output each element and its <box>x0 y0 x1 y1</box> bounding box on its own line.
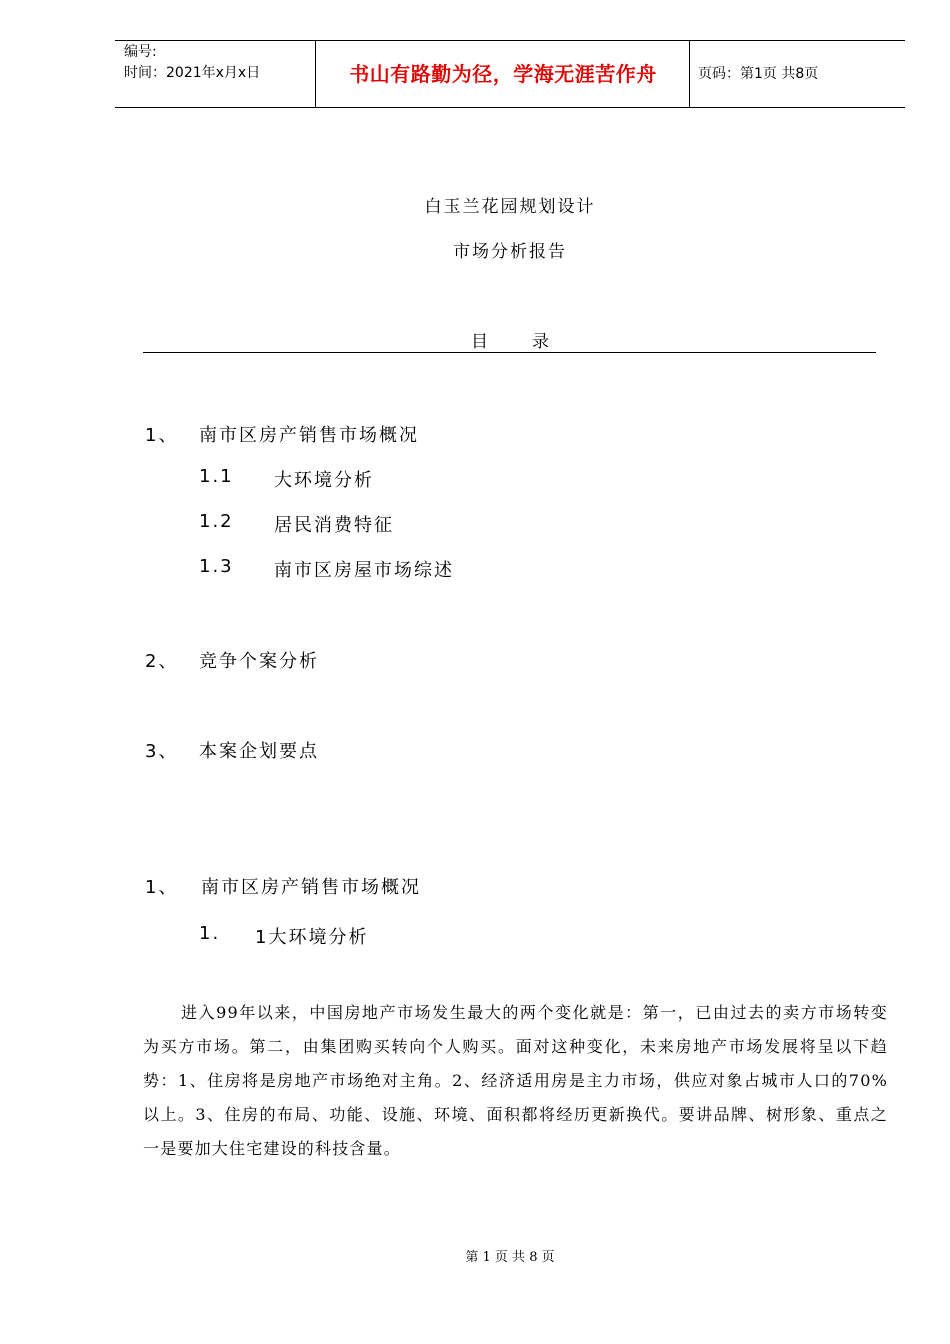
footer-page-number: 第 1 页 共 8 页 <box>465 1250 555 1265</box>
header-bottom-border <box>115 107 905 108</box>
toc-item-num: 1、 <box>145 425 179 446</box>
subsection-num: 1. <box>199 923 221 944</box>
toc-item-num: 1.1 <box>199 466 234 487</box>
serial-label: 编号: <box>124 44 157 60</box>
time-label: 时间：2021年x月x日 <box>124 65 261 81</box>
header-top-border <box>115 40 905 41</box>
section-num: 1、 <box>145 877 179 898</box>
header-motto: 书山有路勤为径，学海无涯苦作舟 <box>349 62 657 86</box>
toc-rule <box>143 352 876 353</box>
toc-item-text: 大环境分析 <box>274 470 374 491</box>
toc-item-text: 居民消费特征 <box>274 515 394 536</box>
toc-heading-char2: 录 <box>532 332 549 352</box>
toc-item-text: 竞争个案分析 <box>199 651 319 672</box>
toc-item-num: 3、 <box>145 741 179 762</box>
section-title: 南市区房产销售市场概况 <box>201 877 421 898</box>
toc-heading <box>0 327 950 352</box>
toc-heading-char1: 目 <box>471 332 488 352</box>
toc-item-text: 本案企划要点 <box>199 741 319 762</box>
toc-item-text: 南市区房产销售市场概况 <box>199 425 419 446</box>
toc-item-num: 1.3 <box>199 556 234 577</box>
doc-title-line2: 市场分析报告 <box>453 242 567 262</box>
subsection-title: 1大环境分析 <box>255 927 369 948</box>
doc-title-line1: 白玉兰花园规划设计 <box>424 197 596 217</box>
toc-item-num: 1.2 <box>199 511 234 532</box>
toc-item-num: 2、 <box>145 651 179 672</box>
header-meta <box>124 42 260 84</box>
toc-item-text: 南市区房屋市场综述 <box>274 560 454 581</box>
body-paragraph: 进入99年以来，中国房地产市场发生最大的两个变化就是：第一，已由过去的卖方市场转变为买方市场。第二，由集团购买转向个人购买。面对这种变化，未来房地产市场发展将呈以下趋势：1、住房将是房地产市场绝对主角。2、经济适用房是主力市场，供应对象占城市人口的70%以上。3、住房的布局、功能、设施、环境、面积都将经历更新换代。要讲品牌、树形象、重点之一是要加大住宅建设的科技含量。 <box>143 1003 888 1158</box>
header-page-info: 页码：第1页 共8页 <box>698 66 819 82</box>
